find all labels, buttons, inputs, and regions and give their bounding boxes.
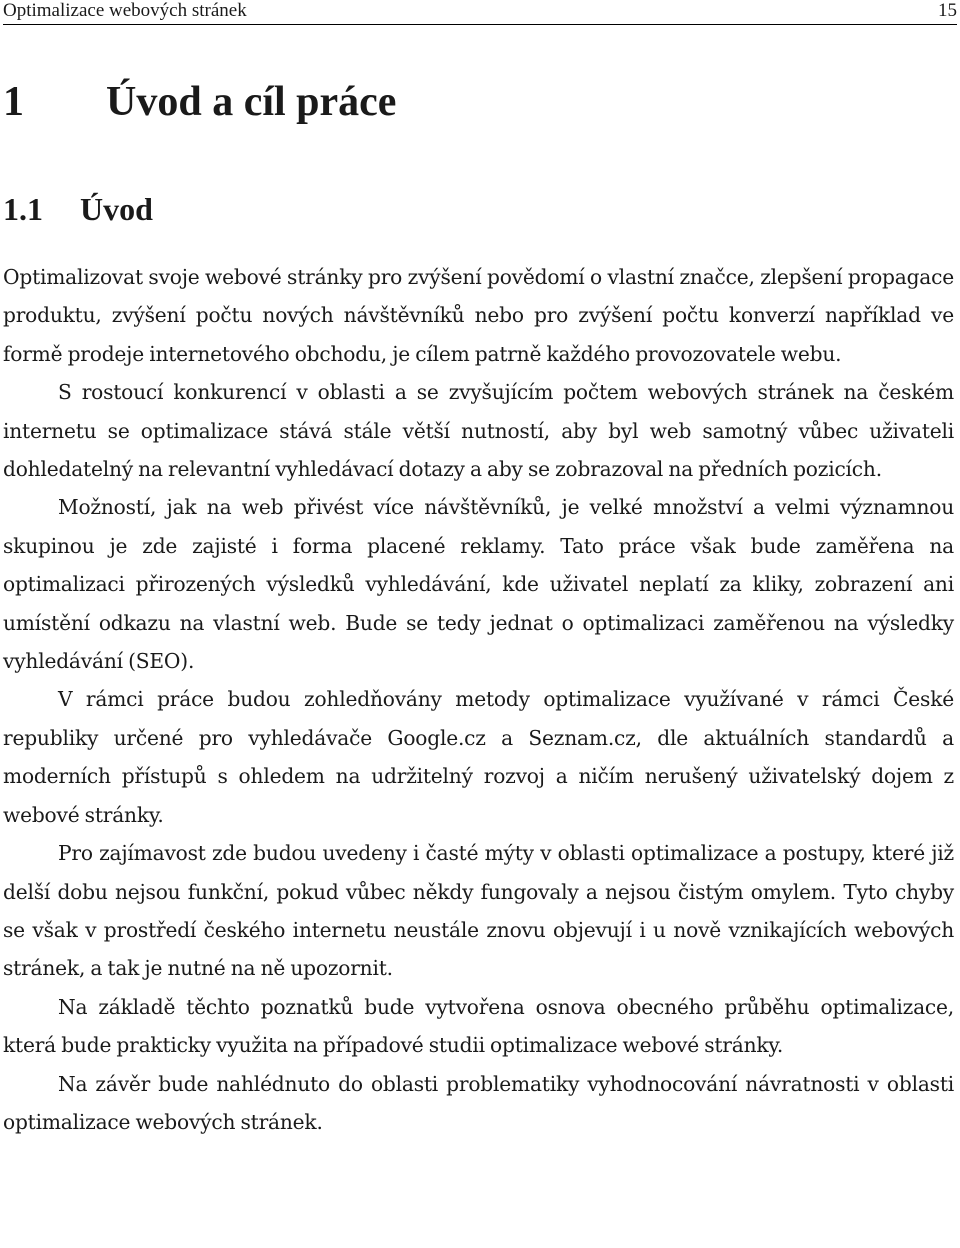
- paragraph: V rámci práce budou zohledňovány metody optimalizace využívané v rámci České republiky určené pro vyhledávače Google.cz a Seznam.cz, dle aktuálních standardů a moderních přístupů s ohledem na udržitelný rozvoj a ničím nerušený uživatelský dojem z webové stránky.: [3, 687, 954, 827]
- running-header-title: Optimalizace webových stránek: [3, 0, 247, 21]
- paragraph: Na základě těchto poznatků bude vytvořena osnova obecného průběhu optimalizace, která bude prakticky využita na případové studii optimalizace webové stránky.: [3, 994, 954, 1058]
- paragraph: Optimalizovat svoje webové stránky pro zvýšení povědomí o vlastní značce, zlepšení propagace produktu, zvýšení počtu nových návštěvníků nebo pro zvýšení počtu konverzí například ve formě prodeje internetového obchodu, je cílem patrně každého provozovatele webu.: [3, 265, 954, 366]
- body-text: [3, 258, 954, 1141]
- section-number: 1.1: [3, 191, 43, 227]
- chapter-number: 1: [3, 79, 24, 125]
- section-title: Úvod: [80, 191, 153, 227]
- chapter-heading: [3, 76, 396, 128]
- page-number: 15: [938, 0, 957, 21]
- paragraph: Na závěr bude nahlédnuto do oblasti problematiky vyhodnocování návratnosti v oblasti optimalizace webových stránek.: [3, 1071, 954, 1134]
- paragraph: Pro zajímavost zde budou uvedeny i časté mýty v oblasti optimalizace a postupy, které již delší dobu nejsou funkční, pokud vůbec někdy fungovaly a nejsou čistým omylem. Tyto chyby se však v prostředí českého internetu neustále znovu objevují i u nově vznikajících webových stránek, a tak je nutné na ně upozornit.: [3, 841, 954, 981]
- section-heading: [3, 188, 153, 230]
- chapter-title: Úvod a cíl práce: [106, 79, 397, 125]
- paragraph: S rostoucí konkurencí v oblasti a se zvyšujícím počtem webových stránek na českém internetu se optimalizace stává stále větší nutností, aby byl web samotný vůbec uživateli dohledatelný na relevantní vyhledávací dotazy a aby se zobrazoval na předních pozicích.: [3, 380, 954, 482]
- running-header: [3, 0, 957, 25]
- paragraph: Možností, jak na web přivést více návštěvníků, je velké množství a velmi významnou skupinou je zde zajisté i forma placené reklamy. Tato práce však bude zaměřena na optimalizaci přirozených výsledků vyhledávání, kde uživatel neplatí za kliky, zobrazení ani umístění odkazu na vlastní web. Bude se tedy jednat o optimalizaci zaměřenou na výsledky vyhledávání (SEO).: [3, 495, 954, 674]
